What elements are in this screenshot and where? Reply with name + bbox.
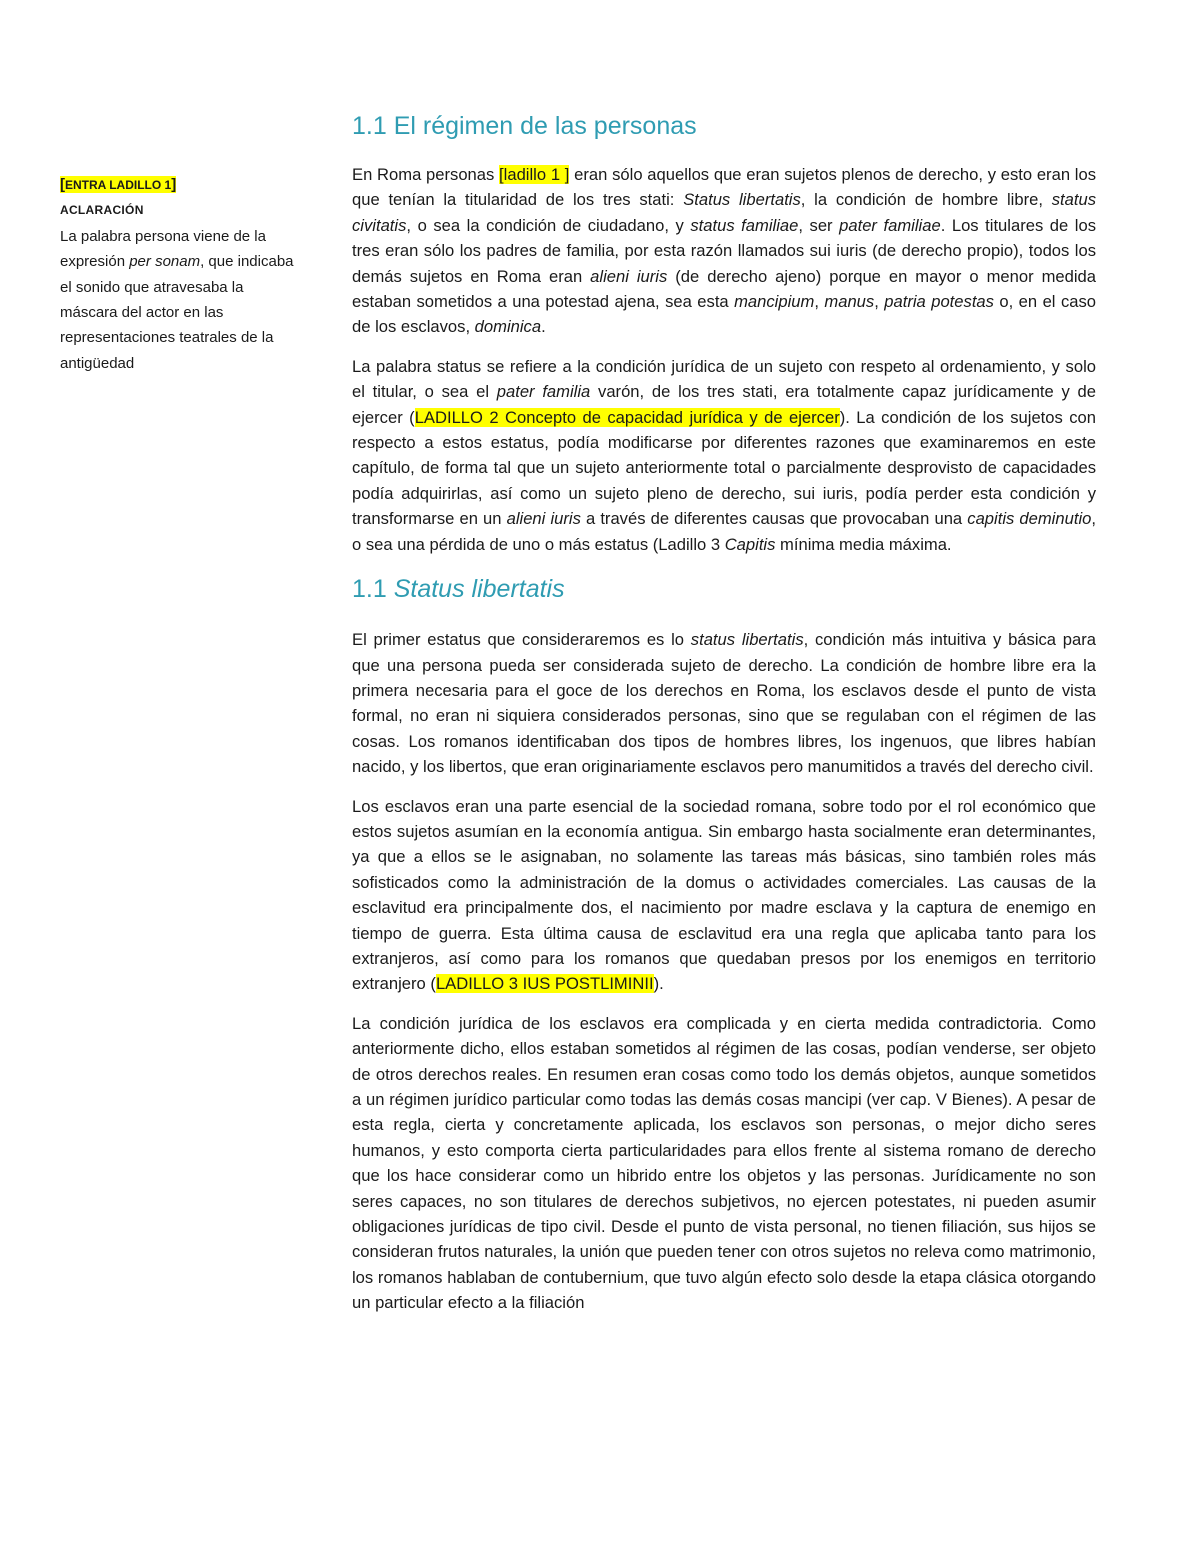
- text-run: a través de diferentes causas que provocaban una: [580, 509, 968, 529]
- text-run: (de derecho ajeno) porque en mayor o menor medida estaban sometidos a una potestad ajena, sea esta: [352, 266, 1096, 312]
- text-run: alieni iuris: [590, 266, 668, 286]
- note-tag: [ENTRA LADILLO 1]: [60, 176, 177, 193]
- text-run: alieni iuris: [506, 509, 581, 529]
- text-run: o, en el caso de los esclavos,: [352, 292, 1096, 337]
- paragraph: [352, 794, 1096, 997]
- text-run: eran sólo aquellos que eran sujetos plenos de derecho, y esto eran los que tenían la titularidad de los tres stati:: [352, 165, 1096, 210]
- text-run: En Roma personas: [352, 165, 500, 184]
- paragraph: [352, 1011, 1096, 1316]
- main-content: [352, 108, 1096, 1330]
- text-run: patria potestas: [884, 292, 994, 312]
- margin-note: [60, 172, 300, 376]
- section-heading: 1.1 Status libertatis: [352, 575, 565, 604]
- highlighted-ladillo: LADILLO 2 Concepto de capacidad jurídica y de ejercer: [414, 407, 840, 427]
- text-run: mínima media máxima.: [775, 534, 952, 554]
- text-run: . Los titulares de los tres eran sólo los padres de familia, por esta razón llamados sui iuris (de derecho propio), todos los demás sujetos en Roma eran: [352, 215, 1097, 286]
- text-run: , ser: [798, 215, 840, 235]
- text-run: ,: [814, 292, 825, 312]
- paragraph: [352, 627, 1096, 779]
- note-text: La palabra persona viene de la expresión per sonam, que indicaba el sonido que atravesaba la máscara del actor en las representaciones teatrales de la antigüedad: [60, 227, 294, 372]
- text-run: ).: [653, 974, 664, 994]
- text-run: , o sea una pérdida de uno o más estatus (Ladillo 3: [352, 509, 1096, 554]
- text-run: Status libertatis: [683, 190, 801, 210]
- text-run: status civitatis: [352, 190, 1096, 235]
- text-run: dominica: [474, 317, 542, 337]
- highlighted-ladillo: LADILLO 3 IUS POSTLIMINII: [435, 974, 654, 994]
- text-run: Los esclavos eran una parte esencial de la sociedad romana, sobre todo por el rol económico que estos sujetos asumían en la economía antigua. Sin embargo hasta socialmente eran determinantes, ya que a ellos se le asignaban, no solamente las tareas más básicas, sino también roles más sofisticados como la administración de la domus o actividades comerciales. Las causas de la esclavitud era principalmente dos, el nacimiento por madre esclava y la captura de enemigo en tiempo de guerra. Esta última causa de esclavitud era una regla que aplicaba tanto para los extranjeros, así como para los romanos que quedaban presos por los enemigos en territorio extranjero (: [352, 796, 1096, 994]
- text-run: , la condición de hombre libre,: [800, 190, 1052, 210]
- text-run: , condición más intuitiva y básica para que una persona pueda ser considerada sujeto de derecho. La condición de hombre libre era la primera necesaria para el goce de los derechos en Roma, los esclavos desde el punto de vista formal, no eran ni siquiera considerados personas, sino que se regulaban con el régimen de las cosas. Los romanos identificaban dos tipos de hombres libres, los ingenuos, que libres habían nacido, y los libertos, que eran originariamente esclavos pero manumitidos a través del derecho civil.: [352, 630, 1097, 777]
- text-run: El primer estatus que consideraremos es lo: [352, 630, 691, 650]
- text-run: manus: [824, 292, 875, 312]
- text-run: pater familia: [496, 382, 591, 402]
- paragraph: [352, 162, 1096, 340]
- paragraph: [352, 354, 1096, 557]
- note-title: ACLARACIÓN: [60, 203, 144, 218]
- highlighted-ladillo: [ladillo 1 ]: [499, 165, 570, 184]
- text-run: , o sea la condición de ciudadano, y: [406, 215, 691, 235]
- text-run: capitis deminutio: [967, 509, 1092, 529]
- text-run: varón, de los tres stati, era totalmente capaz jurídicamente y de ejercer (: [352, 382, 1096, 427]
- text-run: pater familiae: [839, 215, 941, 235]
- section-heading: 1.1 El régimen de las personas: [352, 112, 697, 140]
- text-run: La palabra status se refiere a la condición jurídica de un sujeto con respeto al ordenamiento, y solo el titular, o sea el: [352, 356, 1096, 402]
- text-run: .: [541, 317, 546, 337]
- text-run: ,: [874, 292, 885, 312]
- text-run: status libertatis: [690, 630, 804, 650]
- text-run: Capitis: [724, 534, 776, 554]
- text-run: La condición jurídica de los esclavos era complicada y en cierta medida contradictoria. Como anteriormente dicho, ellos estaban sometidos al régimen de las cosas, podían venderse, ser objeto de otros derechos reales. En resumen eran cosas como todo los demás objetos, aunque sometidos a un régimen jurídico particular como todas las demás cosas mancipi (ver cap. V Bienes). A pesar de esta regla, cierta y concretamente aplicada, los esclavos son personas, o mejor dicho seres humanos, y esto comporta cierta particularidades para ellos frente al sistema romano de derecho que los hace considerar como un hibrido entre los objetos y las personas. Jurídicamente no son seres capaces, no son titulares de derechos subjetivos, no ejercen potestates, ni pueden asumir obligaciones jurídicas de tipo civil. Desde el punto de vista personal, no tienen filiación, sus hijos se consideran frutos naturales, la unión que pueden tener con otros sujetos no releva como matrimonio, los romanos hablaban de contubernium, que tuvo algún efecto solo desde la etapa clásica otorgando un particular efecto a la filiación: [352, 1013, 1096, 1313]
- text-run: ). La condición de los sujetos con respecto a estos estatus, podía modificarse por diferentes razones que examinaremos en este capítulo, de forma tal que un sujeto anteriormente total o parcialmente desprovisto de capacidades podía adquirirlas, así como un sujeto pleno de derecho, sui iuris, podía perder esta condición y transformarse en un: [352, 407, 1096, 529]
- text-run: mancipium: [734, 292, 815, 312]
- text-run: status familiae: [690, 215, 799, 235]
